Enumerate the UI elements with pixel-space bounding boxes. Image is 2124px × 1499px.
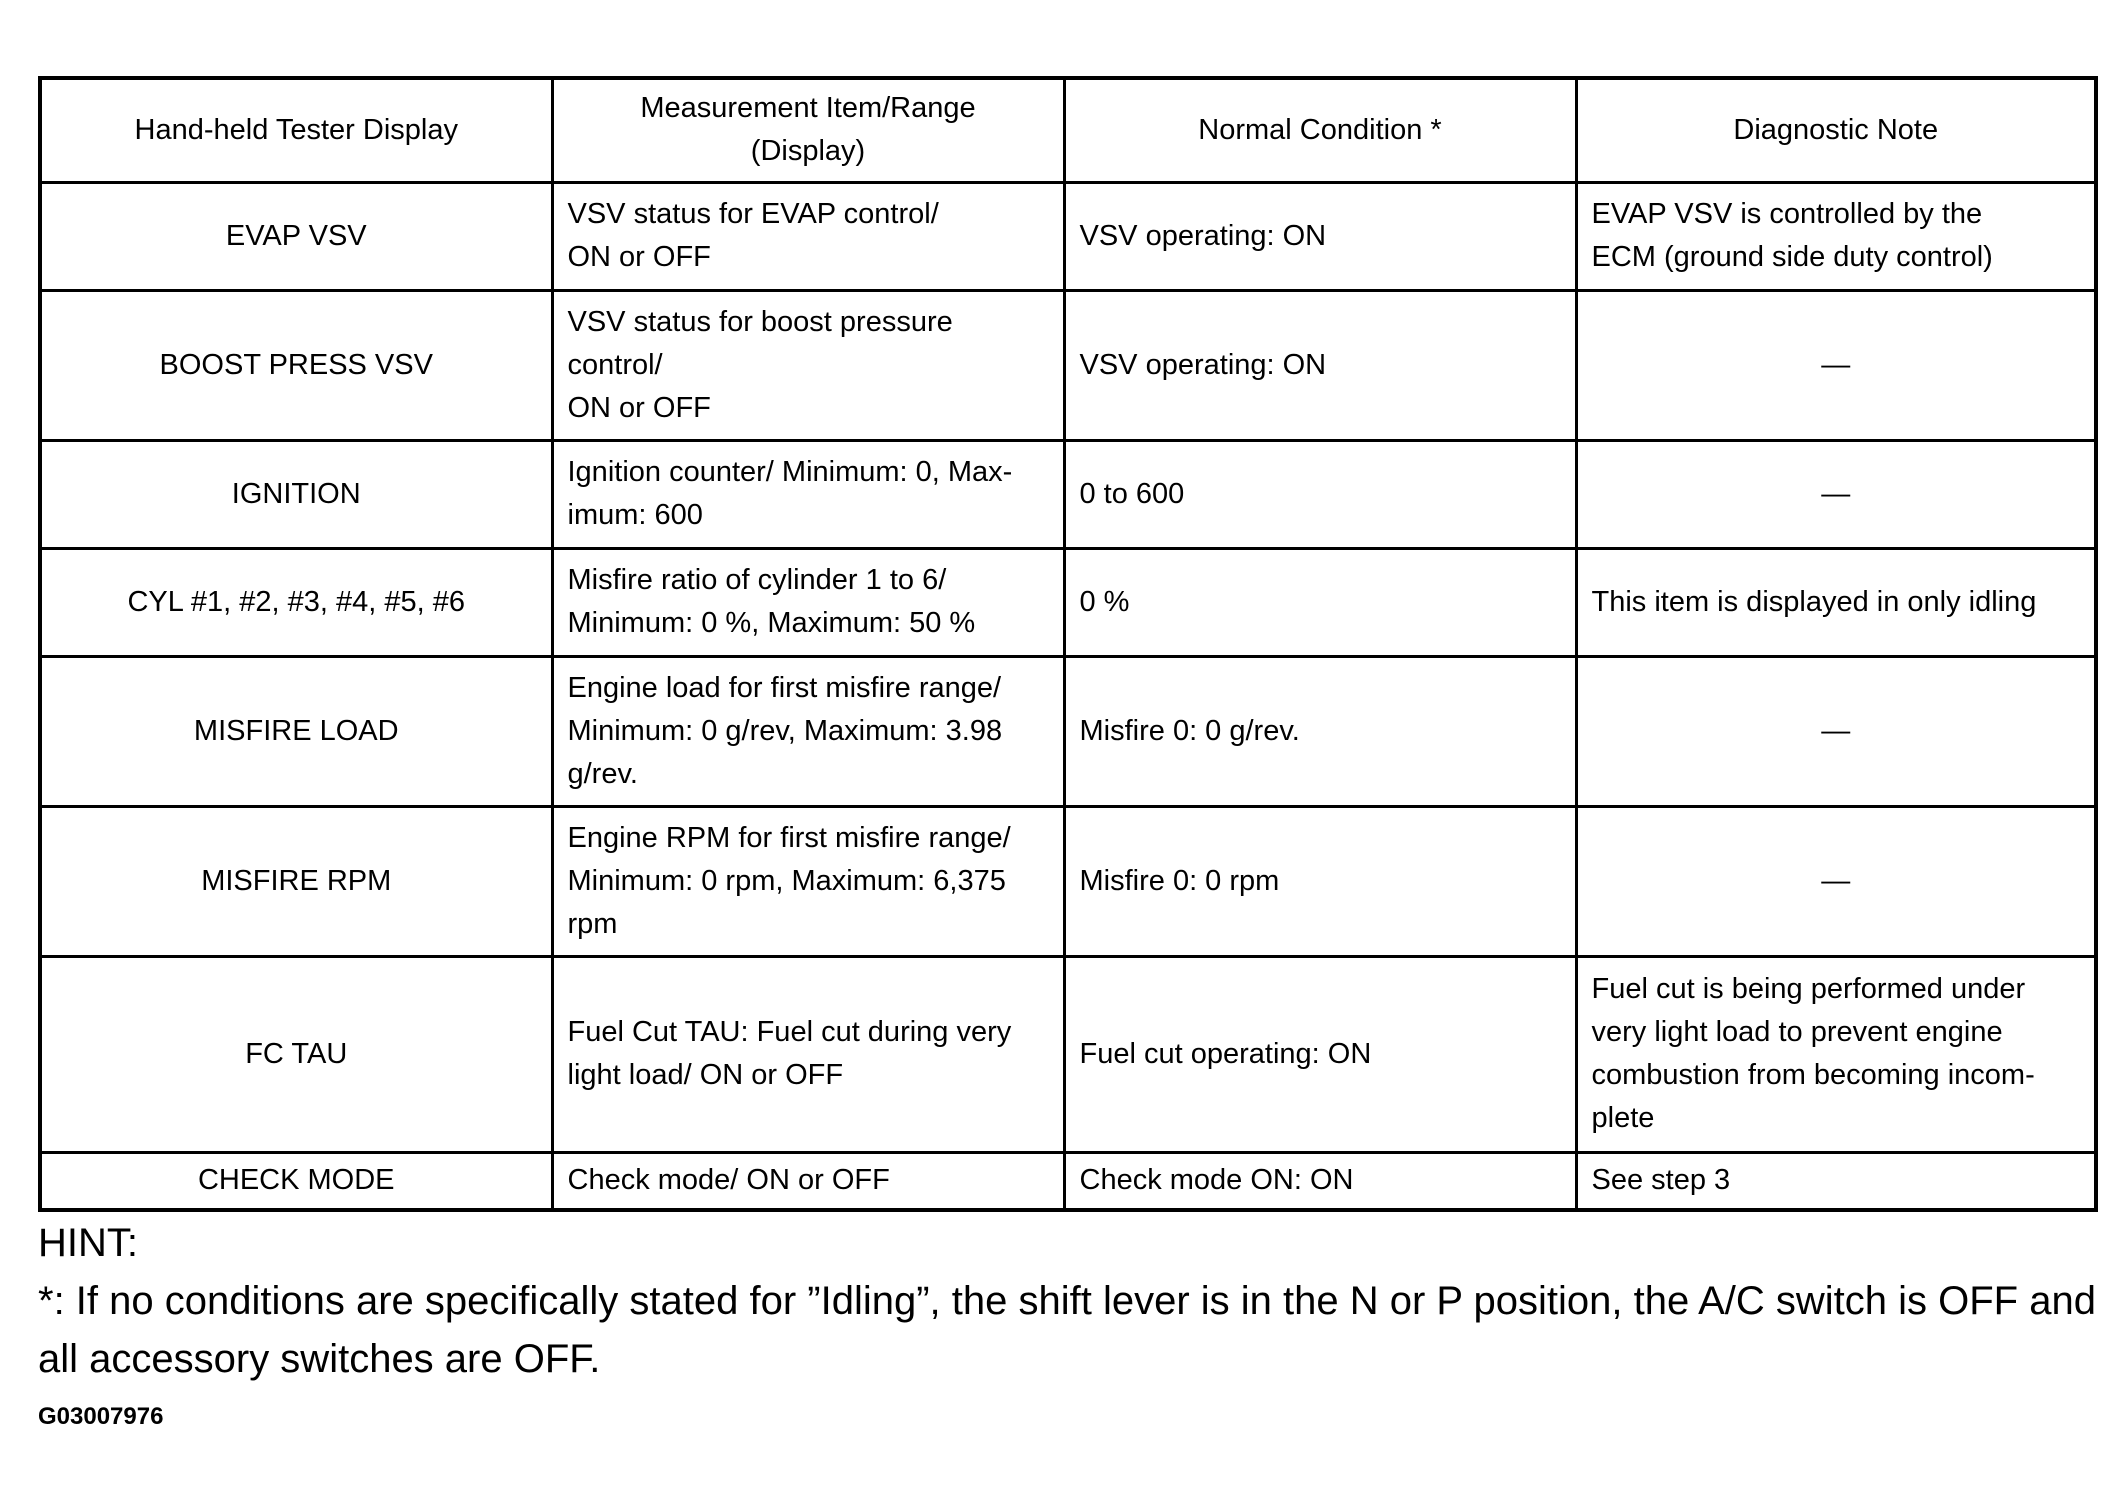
cell-tester-display: MISFIRE LOAD <box>40 656 552 806</box>
cell-normal-condition: Fuel cut operating: ON <box>1064 956 1576 1152</box>
header-normal-condition: Normal Condition * <box>1064 78 1576 182</box>
header-tester-display: Hand-held Tester Display <box>40 78 552 182</box>
cell-measurement: Fuel Cut TAU: Fuel cut during very light load/ ON or OFF <box>552 956 1064 1152</box>
table-row <box>40 656 2096 806</box>
table-row <box>40 182 2096 290</box>
table-row <box>40 290 2096 440</box>
cell-measurement: Ignition counter/ Minimum: 0, Max- imum: 600 <box>552 440 1064 548</box>
cell-measurement: Engine RPM for first misfire range/ Minimum: 0 rpm, Maximum: 6,375 rpm <box>552 806 1064 956</box>
cell-measurement: VSV status for boost pressure control/ ON or OFF <box>552 290 1064 440</box>
cell-normal-condition: Check mode ON: ON <box>1064 1152 1576 1210</box>
cell-tester-display: FC TAU <box>40 956 552 1152</box>
diagnostic-data-table <box>38 76 2098 1212</box>
document-code: G03007976 <box>38 1403 164 1430</box>
cell-normal-condition: 0 to 600 <box>1064 440 1576 548</box>
table-row <box>40 548 2096 656</box>
cell-tester-display: CHECK MODE <box>40 1152 552 1210</box>
cell-tester-display: EVAP VSV <box>40 182 552 290</box>
table-row <box>40 440 2096 548</box>
cell-measurement: Check mode/ ON or OFF <box>552 1152 1064 1210</box>
header-measurement-item: Measurement Item/Range (Display) <box>552 78 1064 182</box>
cell-tester-display: MISFIRE RPM <box>40 806 552 956</box>
cell-diagnostic-note: See step 3 <box>1576 1152 2096 1210</box>
table-row <box>40 956 2096 1152</box>
table-row <box>40 806 2096 956</box>
cell-tester-display: IGNITION <box>40 440 552 548</box>
cell-measurement: VSV status for EVAP control/ ON or OFF <box>552 182 1064 290</box>
cell-normal-condition: 0 % <box>1064 548 1576 656</box>
hint-text: *: If no conditions are specifically stated for ”Idling”, the shift lever is in the N or P position, the A/C switch is OFF and all accessory switches are OFF. <box>38 1279 2096 1381</box>
cell-diagnostic-note: — <box>1576 656 2096 806</box>
table-header-row <box>40 78 2096 182</box>
cell-normal-condition: Misfire 0: 0 g/rev. <box>1064 656 1576 806</box>
cell-diagnostic-note: This item is displayed in only idling <box>1576 548 2096 656</box>
hint-title: HINT: <box>38 1221 138 1265</box>
cell-measurement: Misfire ratio of cylinder 1 to 6/ Minimum: 0 %, Maximum: 50 % <box>552 548 1064 656</box>
table-row <box>40 1152 2096 1210</box>
cell-tester-display: BOOST PRESS VSV <box>40 290 552 440</box>
cell-diagnostic-note: EVAP VSV is controlled by the ECM (ground side duty control) <box>1576 182 2096 290</box>
cell-diagnostic-note: Fuel cut is being performed under very light load to prevent engine combustion from becoming incom- plete <box>1576 956 2096 1152</box>
cell-normal-condition: VSV operating: ON <box>1064 182 1576 290</box>
cell-tester-display: CYL #1, #2, #3, #4, #5, #6 <box>40 548 552 656</box>
cell-diagnostic-note: — <box>1576 806 2096 956</box>
cell-diagnostic-note: — <box>1576 440 2096 548</box>
cell-measurement: Engine load for first misfire range/ Minimum: 0 g/rev, Maximum: 3.98 g/rev. <box>552 656 1064 806</box>
cell-normal-condition: VSV operating: ON <box>1064 290 1576 440</box>
cell-normal-condition: Misfire 0: 0 rpm <box>1064 806 1576 956</box>
cell-diagnostic-note: — <box>1576 290 2096 440</box>
header-diagnostic-note: Diagnostic Note <box>1576 78 2096 182</box>
